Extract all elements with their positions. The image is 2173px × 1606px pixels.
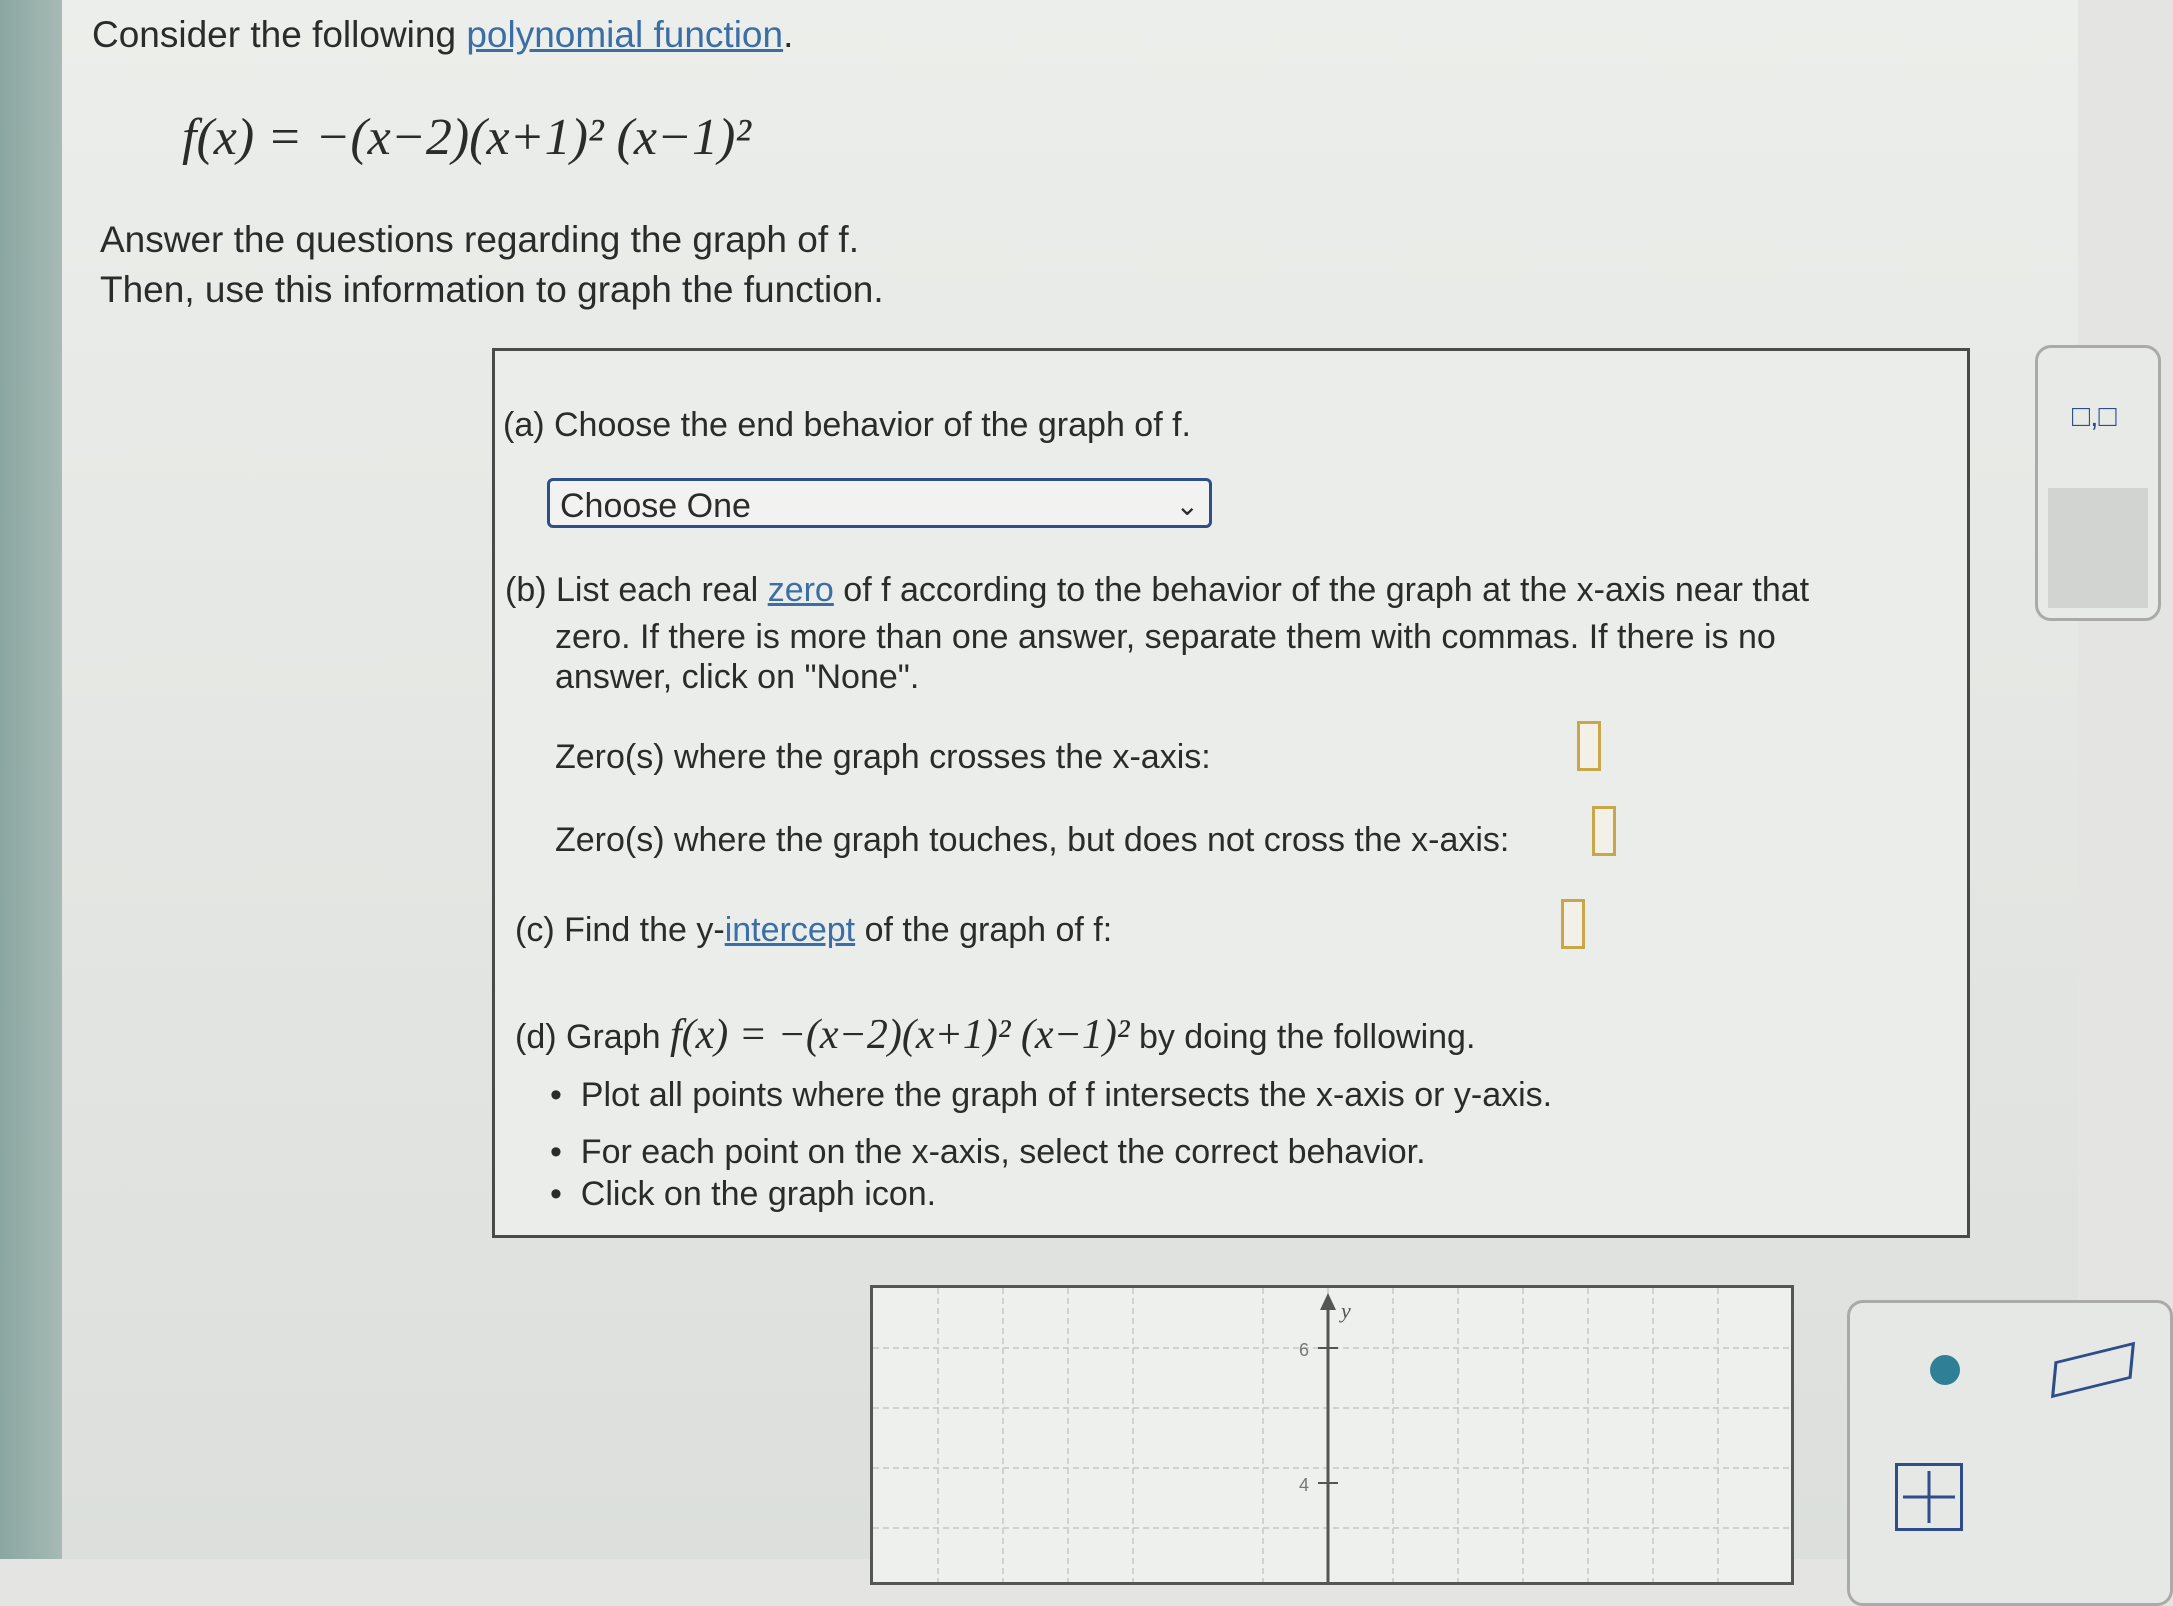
tick-4: 4 — [1299, 1475, 1310, 1495]
y-axis-label: y — [1341, 1298, 1351, 1323]
d-suffix: by doing the following. — [1138, 1018, 1476, 1056]
crosses-label: Zero(s) where the graph crosses the x-axis: — [555, 738, 1211, 776]
bullet-2: • For each point on the x-axis, select the correct behavior. — [550, 1133, 1426, 1171]
graph-tools — [1847, 1300, 2173, 1606]
left-background-band — [0, 0, 62, 1559]
b-prefix: (b) List each real — [505, 571, 759, 609]
y-axis-arrow — [1320, 1293, 1336, 1310]
side-panel-shade — [2048, 488, 2148, 608]
question-a-label: (a) Choose the end behavior of the graph of f. — [503, 406, 1192, 444]
fraction-icon[interactable]: □,□ — [2072, 400, 2117, 433]
chevron-down-icon: ⌄ — [1175, 490, 1199, 521]
d-formula: f(x) = −(x−2)(x+1)² (x−1)² — [669, 1012, 1130, 1058]
page — [62, 0, 2117, 1559]
d-prefix: (d) Graph — [515, 1018, 661, 1056]
side-panel — [2035, 345, 2161, 621]
bullet-3-text: Click on the graph icon. — [580, 1175, 937, 1213]
polynomial-function-link[interactable]: polynomial function — [466, 14, 784, 55]
b-suffix: of f according to the behavior of the graph at the x-axis near that — [843, 571, 1810, 609]
instruction-line-1: Answer the questions regarding the graph of f. — [100, 219, 859, 260]
bullet-1: • Plot all points where the graph of f intersects the x-axis or y-axis. — [550, 1076, 1553, 1114]
bullet-3: • Click on the graph icon. — [550, 1175, 937, 1213]
instruction-line-2: Then, use this information to graph the function. — [100, 269, 884, 310]
graph-grid[interactable] — [873, 1288, 1791, 1582]
question-b-line-3: answer, click on "None". — [555, 658, 920, 696]
intro-text — [92, 14, 793, 56]
zero-link[interactable]: zero — [767, 571, 834, 609]
intercept-link[interactable]: intercept — [724, 911, 856, 949]
question-b-line-2: zero. If there is more than one answer, separate them with commas. If there is no — [555, 618, 1776, 656]
end-behavior-select[interactable] — [547, 478, 1212, 528]
graph-icon[interactable] — [1895, 1463, 1963, 1531]
graph-area[interactable] — [870, 1285, 1794, 1585]
question-c-label — [515, 911, 1112, 950]
touches-label: Zero(s) where the graph touches, but does not cross the x-axis: — [555, 821, 1510, 859]
c-prefix: (c) Find the y- — [515, 911, 725, 949]
question-d-label — [515, 1011, 1475, 1059]
bullet-1-text: Plot all points where the graph of f intersects the x-axis or y-axis. — [580, 1076, 1553, 1114]
c-suffix: of the graph of f: — [864, 911, 1113, 949]
tick-6: 6 — [1299, 1340, 1310, 1360]
questions-box — [492, 348, 1970, 1238]
bullet-2-text: For each point on the x-axis, select the correct behavior. — [580, 1133, 1426, 1171]
intro-suffix: . — [783, 14, 794, 55]
crosses-input[interactable] — [1577, 721, 1601, 771]
select-value: Choose One — [560, 487, 751, 525]
question-b-line-1 — [505, 571, 1809, 610]
y-intercept-input[interactable] — [1561, 899, 1585, 949]
intro-prefix: Consider the following — [92, 14, 457, 55]
point-tool-icon[interactable] — [1930, 1355, 1960, 1385]
touches-input[interactable] — [1592, 806, 1616, 856]
instructions — [100, 215, 884, 315]
function-formula: f(x) = −(x−2)(x+1)² (x−1)² — [182, 109, 751, 166]
eraser-icon[interactable] — [2051, 1342, 2135, 1398]
